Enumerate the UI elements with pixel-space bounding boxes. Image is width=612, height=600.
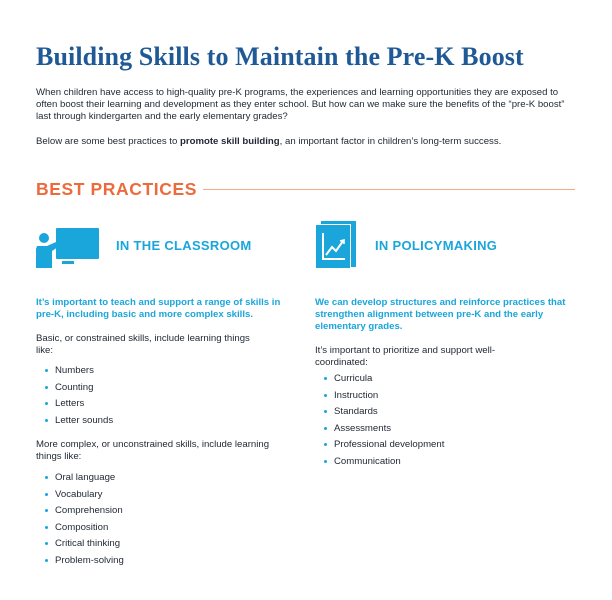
list-item: Problem-solving [45, 555, 124, 572]
list-item: Comprehension [45, 505, 124, 522]
list-item: Letters [45, 398, 113, 415]
bullet-dot [324, 394, 327, 397]
bullet-dot [45, 526, 48, 529]
list-item: Curricula [324, 373, 444, 390]
intro-best-practices [36, 136, 581, 148]
intro-paragraph: When children have access to high-quality pre-K programs, the experiences and learning opportunities they are exposed to often boost their learning and development as they enter school. But how can we make sure the benefits of the “pre-K boost” last through kindergarten and the early elementary grades? [36, 87, 565, 122]
bullet-dot [45, 493, 48, 496]
bullet-dot [324, 427, 327, 430]
bullet-dot [45, 369, 48, 372]
list-item: Vocabulary [45, 489, 124, 506]
list-item: Counting [45, 382, 113, 399]
bullet-dot [45, 559, 48, 562]
bullet-dot [324, 410, 327, 413]
classroom-heading: IN THE CLASSROOM [116, 238, 252, 253]
teacher-board-icon [35, 227, 100, 269]
list-item: Assessments [324, 423, 444, 440]
best-practices-divider [203, 189, 575, 190]
bullet-dot [324, 460, 327, 463]
bullet-dot [324, 443, 327, 446]
document-chart-icon [314, 220, 358, 270]
list-item: Critical thinking [45, 538, 124, 555]
list-item: Standards [324, 406, 444, 423]
list-item: Oral language [45, 472, 124, 489]
bullet-dot [45, 509, 48, 512]
bullet-dot [45, 419, 48, 422]
intro2-text-after: , an important factor in children’s long-term success. [279, 136, 502, 147]
best-practices-heading: BEST PRACTICES [36, 179, 198, 199]
list-item: Instruction [324, 390, 444, 407]
policymaking-list [324, 373, 444, 473]
list-item: Letter sounds [45, 415, 113, 432]
bullet-dot [45, 402, 48, 405]
list-item: Professional development [324, 439, 444, 456]
policymaking-intro: It’s important to prioritize and support well-coordinated: [315, 345, 496, 368]
intro2-emphasis: promote skill building [179, 136, 280, 147]
bullet-dot [324, 377, 327, 380]
complex-skills-list [45, 472, 124, 572]
intro2-text-before: Below are some best practices to [36, 136, 180, 147]
list-item: Communication [324, 456, 444, 473]
page-title: Building Skills to Maintain the Pre-K Boost [36, 42, 524, 71]
classroom-lead: It’s important to teach and support a range of skills in pre-K, including basic and more complex skills. [36, 297, 281, 320]
list-item: Composition [45, 522, 124, 539]
policymaking-heading: IN POLICYMAKING [375, 238, 498, 253]
basic-skills-list [45, 365, 113, 431]
bullet-dot [45, 476, 48, 479]
bullet-dot [45, 386, 48, 389]
bullet-dot [45, 542, 48, 545]
list-item: Numbers [45, 365, 113, 382]
classroom-basic-intro: Basic, or constrained skills, include learning things like: [36, 333, 250, 356]
policymaking-lead: We can develop structures and reinforce practices that strengthen alignment between pre-K and the early elementary grades. [315, 297, 566, 332]
classroom-complex-intro: More complex, or unconstrained skills, include learning things like: [36, 439, 270, 462]
